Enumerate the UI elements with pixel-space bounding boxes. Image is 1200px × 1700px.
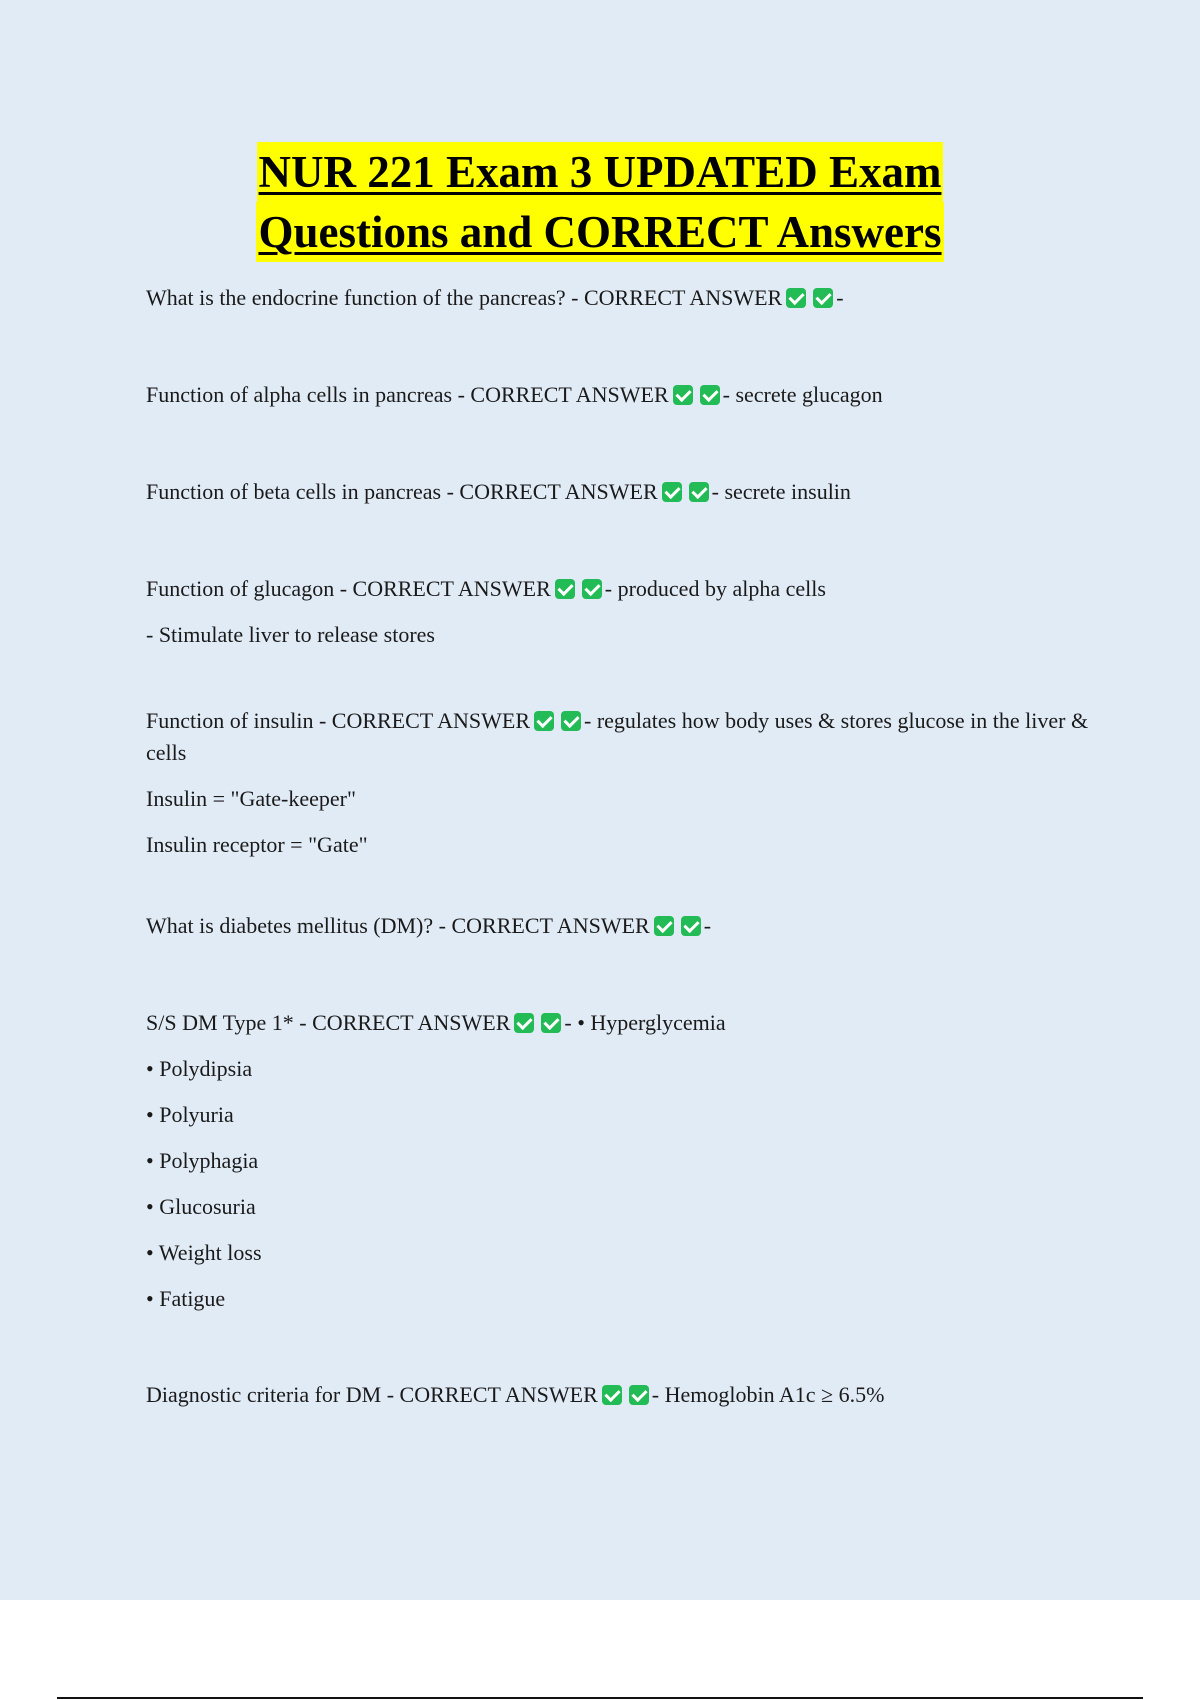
check-box-icon: [629, 1385, 649, 1405]
footer-divider: [57, 1697, 1143, 1699]
answer-text: -: [836, 285, 844, 310]
check-box-icon: [662, 482, 682, 502]
check-box-icon: [514, 1013, 534, 1033]
qa-extra-line: • Polyuria: [146, 1102, 234, 1127]
qa-item: [146, 705, 1096, 861]
check-box-icon: [541, 1013, 561, 1033]
qa-extra-line: - Stimulate liver to release stores: [146, 622, 435, 647]
check-box-icon: [534, 711, 554, 731]
check-box-icon: [681, 916, 701, 936]
check-box-icon: [602, 1385, 622, 1405]
check-box-icon: [555, 579, 575, 599]
qa-item: [146, 1007, 1096, 1315]
question-text: What is the endocrine function of the pancreas? - CORRECT ANSWER: [146, 285, 783, 310]
qa-item: [146, 910, 1096, 942]
question-text: Function of glucagon - CORRECT ANSWER: [146, 576, 551, 601]
qa-main-line: [146, 379, 1096, 411]
question-text: Diagnostic criteria for DM - CORRECT ANSWER: [146, 1382, 598, 1407]
qa-main-line: [146, 910, 1096, 942]
answer-text: - produced by alpha cells: [604, 576, 826, 601]
qa-extra-line: • Weight loss: [146, 1240, 262, 1265]
qa-extra-line: Insulin = "Gate-keeper": [146, 786, 356, 811]
answer-text: - regulates how body uses & stores glucose in the liver & cells: [146, 708, 1089, 765]
question-text: Function of insulin - CORRECT ANSWER: [146, 708, 531, 733]
qa-list: [146, 282, 1096, 1411]
title-line-1: NUR 221 Exam 3 UPDATED Exam: [257, 142, 944, 202]
qa-main-line: [146, 705, 1096, 769]
qa-extra-line: • Polydipsia: [146, 1056, 253, 1081]
answer-text: - Hemoglobin A1c ≥ 6.5%: [651, 1382, 885, 1407]
answer-text: - • Hyperglycemia: [564, 1010, 726, 1035]
answer-text: - secrete insulin: [711, 479, 851, 504]
check-box-icon: [786, 288, 806, 308]
question-text: What is diabetes mellitus (DM)? - CORRECT ANSWER: [146, 913, 650, 938]
title-line-2: Questions and CORRECT Answers: [256, 202, 943, 262]
qa-main-line: [146, 1007, 1096, 1039]
question-text: S/S DM Type 1* - CORRECT ANSWER: [146, 1010, 511, 1035]
qa-main-line: [146, 573, 1096, 605]
qa-extra-line: Insulin receptor = "Gate": [146, 832, 368, 857]
check-box-icon: [673, 385, 693, 405]
document-title: [0, 142, 1200, 262]
qa-extra-line: • Glucosuria: [146, 1194, 256, 1219]
answer-text: -: [703, 913, 712, 938]
check-box-icon: [561, 711, 581, 731]
question-text: Function of beta cells in pancreas - CORRECT ANSWER: [146, 479, 658, 504]
qa-main-line: [146, 282, 1096, 314]
check-box-icon: [689, 482, 709, 502]
check-box-icon: [700, 385, 720, 405]
check-box-icon: [582, 579, 602, 599]
question-text: Function of alpha cells in pancreas - CORRECT ANSWER: [146, 382, 669, 407]
qa-main-line: [146, 1379, 1096, 1411]
answer-text: - secrete glucagon: [722, 382, 883, 407]
qa-main-line: [146, 476, 1096, 508]
qa-item: [146, 573, 1096, 651]
check-box-icon: [654, 916, 674, 936]
qa-extra-line: • Fatigue: [146, 1286, 226, 1311]
qa-item: [146, 476, 1096, 508]
qa-item: [146, 379, 1096, 411]
qa-extra-line: • Polyphagia: [146, 1148, 259, 1173]
qa-item: [146, 282, 1096, 314]
check-box-icon: [813, 288, 833, 308]
qa-item: [146, 1379, 1096, 1411]
